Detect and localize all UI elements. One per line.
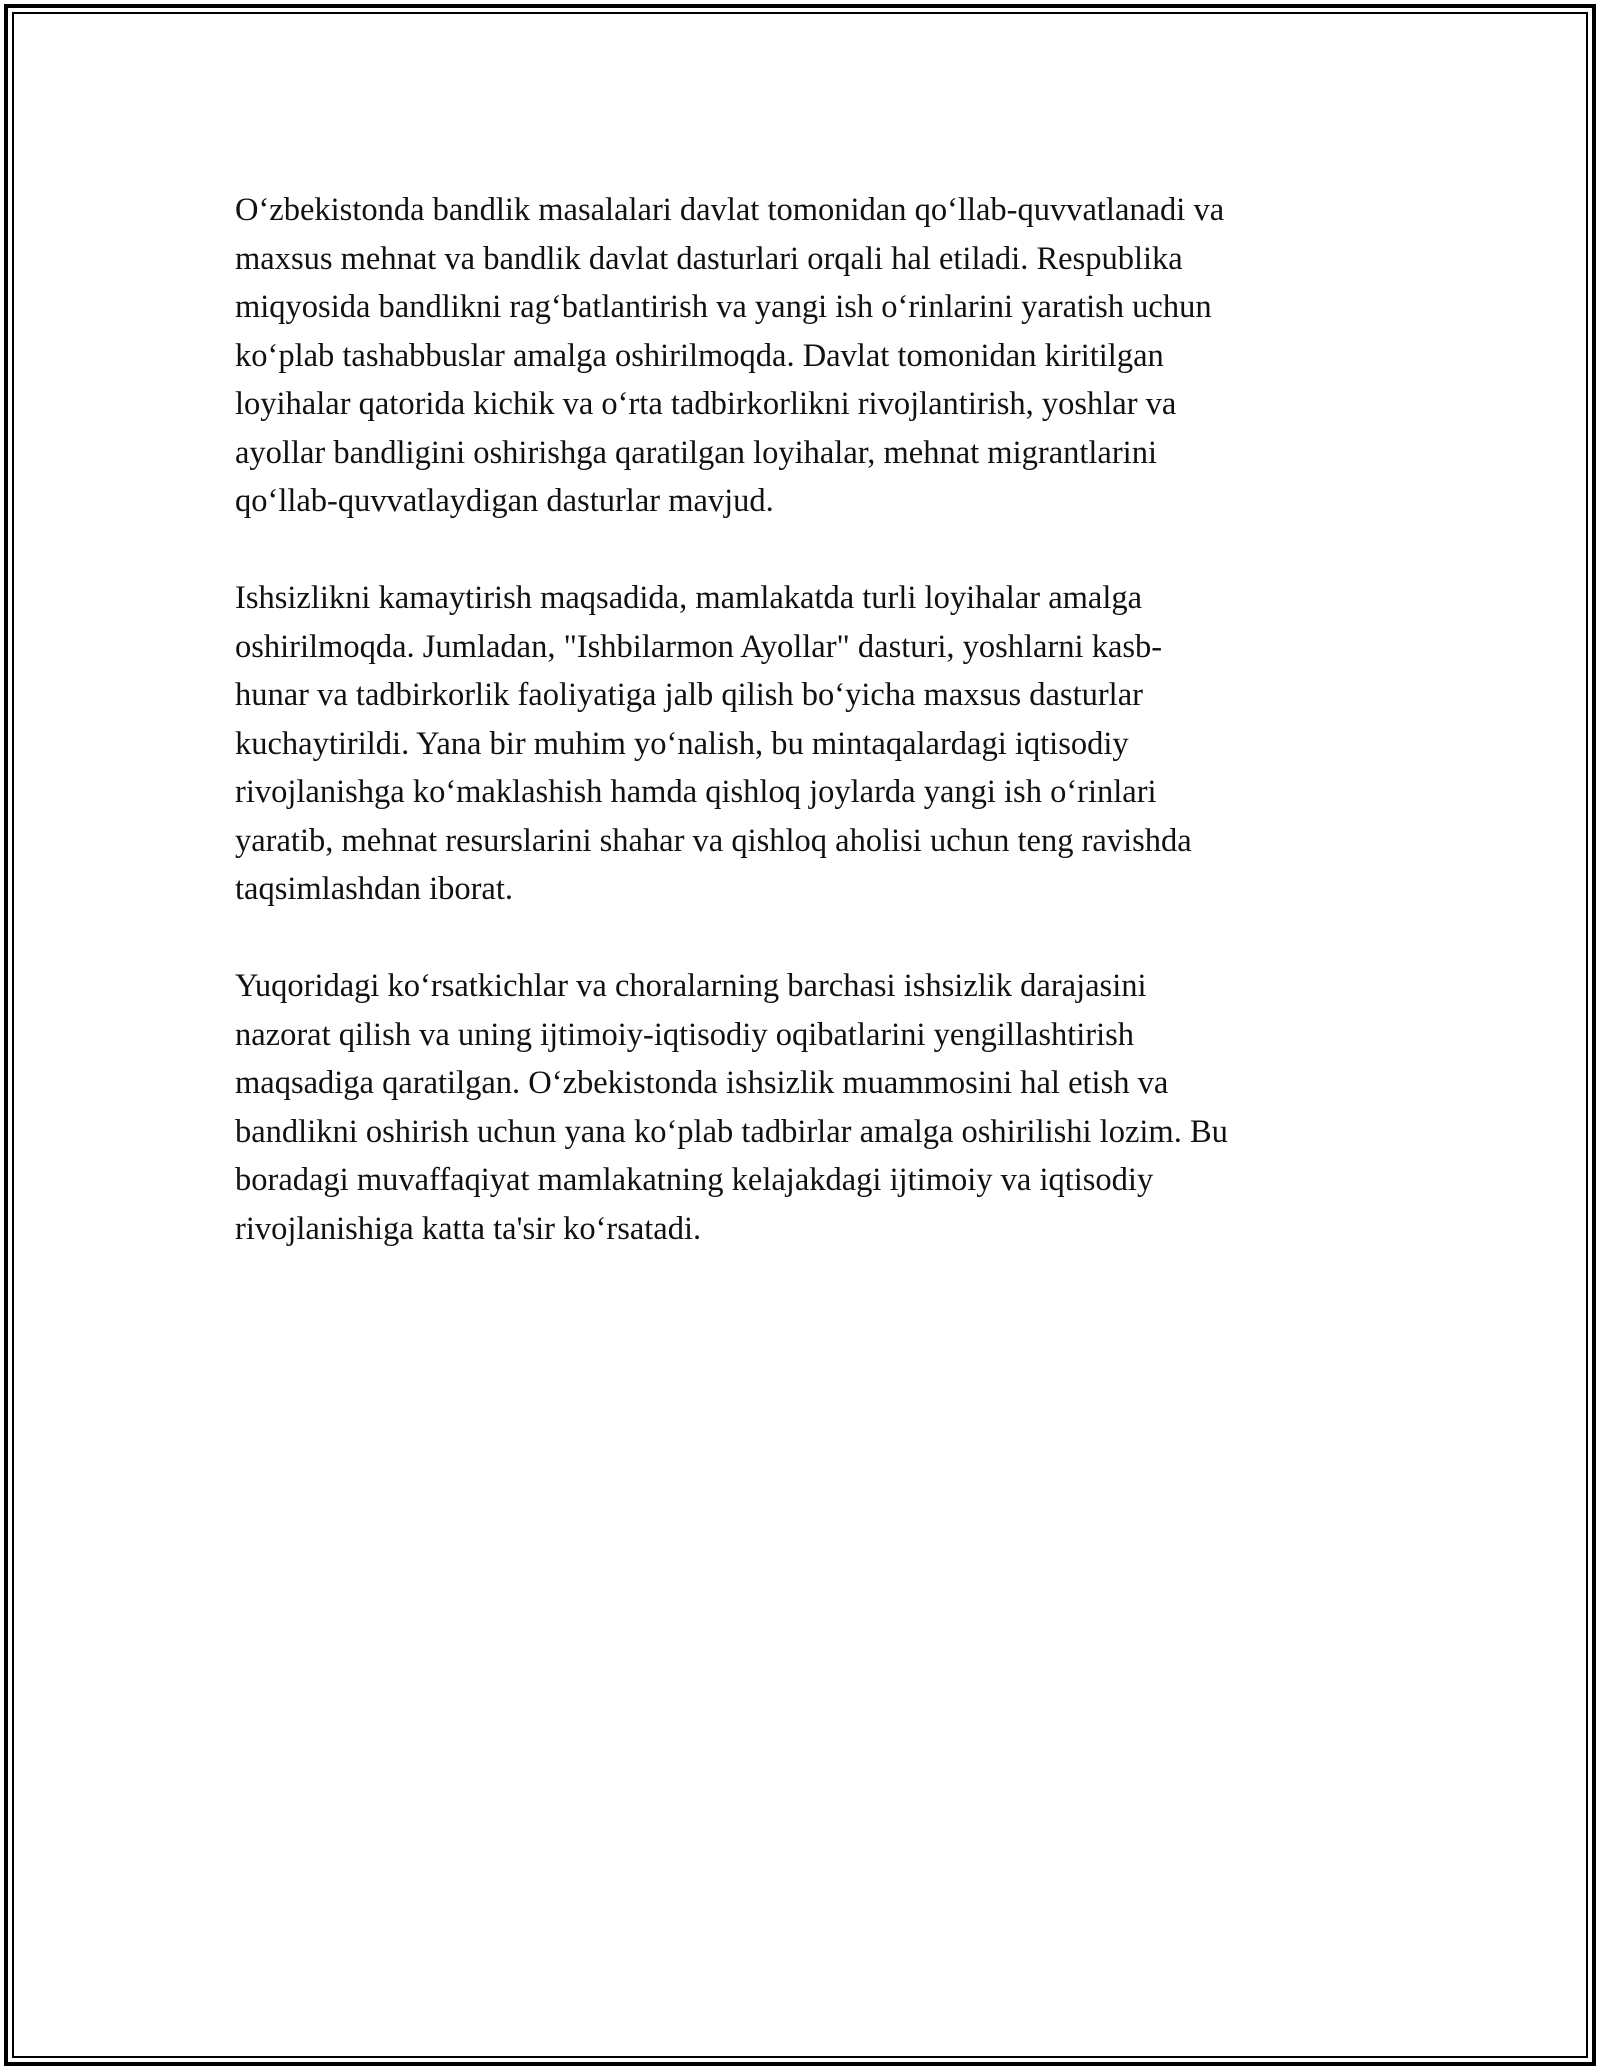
text-line: qo‘llab-quvvatlaydigan dasturlar mavjud.: [235, 483, 774, 519]
text-line: ayollar bandligini oshirishga qaratilgan loyihalar, mehnat migrantlarini: [235, 434, 1157, 471]
text-line: hunar va tadbirkorlik faoliyatiga jalb qilish bo‘yicha maxsus dasturlar: [235, 677, 1143, 713]
text-line: rivojlanishga ko‘maklashish hamda qishloq joylarda yangi ish o‘rinlari: [235, 774, 1157, 810]
text-line: ko‘plab tashabbuslar amalga oshirilmoqda. Davlat tomonidan kiritilgan: [235, 337, 1164, 374]
text-line: yaratib, mehnat resurslarini shahar va qishloq aholisi uchun teng ravishda: [235, 822, 1192, 859]
text-line: maxsus mehnat va bandlik davlat dasturlari orqali hal etiladi. Respublika: [235, 240, 1183, 277]
paragraph-2: [235, 574, 1365, 914]
text-line: Yuqoridagi ko‘rsatkichlar va choralarning barchasi ishsizlik darajasini: [235, 968, 1147, 1004]
text-line: bandlikni oshirish uchun yana ko‘plab tadbirlar amalga oshirilishi lozim. Bu: [235, 1113, 1228, 1150]
text-line: oshirilmoqda. Jumladan, "Ishbilarmon Ayollar" dasturi, yoshlarni kasb-: [235, 628, 1163, 665]
text-line: nazorat qilish va uning ijtimoiy-iqtisodiy oqibatlarini yengillashtirish: [235, 1016, 1135, 1053]
paragraph-1: [235, 186, 1365, 526]
text-line: maqsadiga qaratilgan. O‘zbekistonda ishsizlik muammosini hal etish va: [235, 1065, 1169, 1101]
text-line: kuchaytirildi. Yana bir muhim yo‘nalish, bu mintaqalardagi iqtisodiy: [235, 725, 1129, 762]
text-line: rivojlanishiga katta ta'sir ko‘rsatadi.: [235, 1210, 702, 1247]
text-line: loyihalar qatorida kichik va o‘rta tadbirkorlikni rivojlantirish, yoshlar va: [235, 386, 1177, 422]
text-line: O‘zbekistonda bandlik masalalari davlat tomonidan qo‘llab-quvvatlanadi va: [235, 192, 1225, 228]
document-body: [235, 186, 1365, 1302]
text-line: boradagi muvaffaqiyat mamlakatning kelajakdagi ijtimoiy va iqtisodiy: [235, 1162, 1154, 1198]
text-line: miqyosida bandlikni rag‘batlantirish va yangi ish o‘rinlarini yaratish uchun: [235, 289, 1212, 325]
paragraph-3: [235, 962, 1365, 1253]
text-line: Ishsizlikni kamaytirish maqsadida, mamlakatda turli loyihalar amalga: [235, 580, 1143, 616]
text-line: taqsimlashdan iborat.: [235, 871, 513, 907]
